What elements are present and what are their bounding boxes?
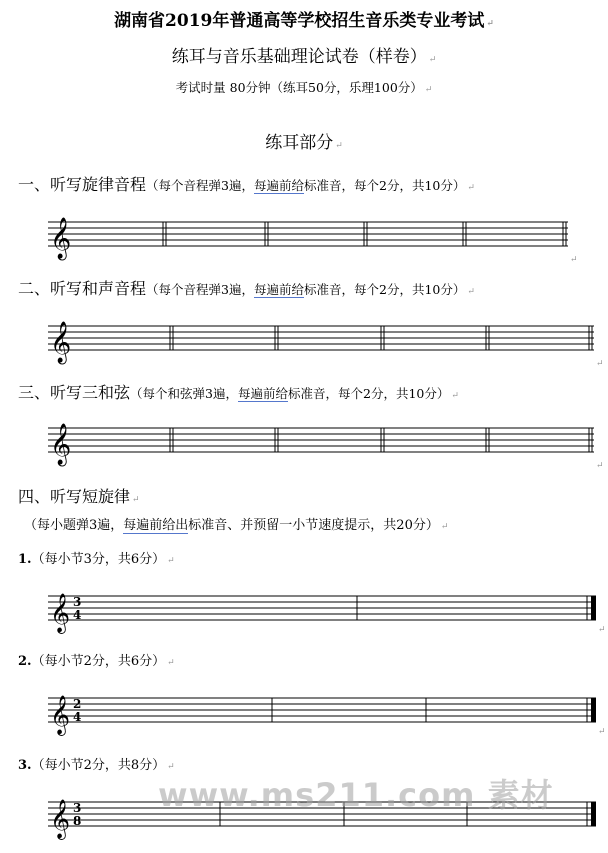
question-2-instructions: （每个音程弹3遍，每遍前给标准音，每个2分，共10分） xyxy=(146,282,466,297)
question-4-label: 四、听写短旋律 xyxy=(18,487,131,506)
treble-clef-icon: 𝄞 xyxy=(50,695,71,735)
staff-question-1 xyxy=(0,210,608,266)
exam-time-info: 考试时量 80分钟（练耳50分，乐理100分） ↵ xyxy=(175,80,433,95)
staff-question-2 xyxy=(0,314,608,370)
question-3: 三、听写三和弦（每个和弦弹3遍，每遍前给标准音，每个2分，共10分） ↵ xyxy=(18,383,459,402)
staff-question-4-1 xyxy=(0,586,608,636)
paper-subtitle: 练耳与音乐基础理论试卷（样卷） ↵ xyxy=(171,47,437,67)
exam-title: 湖南省2019年普通高等学校招生音乐类专业考试 ↵ xyxy=(114,11,494,31)
svg-text:↵: ↵ xyxy=(598,625,606,635)
svg-text:↵: ↵ xyxy=(596,359,604,369)
question-4-item-2: 2.（每小节2分，共6分） ↵ xyxy=(18,654,175,669)
question-4-item-1: 1.（每小节3分，共6分） ↵ xyxy=(18,552,175,567)
svg-text:↵: ↵ xyxy=(570,255,578,265)
time-signature-bottom: 4 xyxy=(73,710,82,724)
treble-clef-icon: 𝄞 xyxy=(50,424,72,465)
question-2-label: 二、听写和声音程 xyxy=(18,279,147,298)
question-1-label: 一、听写旋律音程 xyxy=(18,175,147,194)
watermark: www.ms211.com 素材 xyxy=(158,776,554,814)
question-1-instructions: （每个音程弹3遍，每遍前给标准音，每个2分，共10分） xyxy=(146,178,466,193)
staff-question-3 xyxy=(0,416,608,472)
svg-text:↵: ↵ xyxy=(596,461,604,471)
time-signature-top: 3 xyxy=(73,595,82,609)
time-signature-top: 3 xyxy=(73,801,82,815)
treble-clef-icon: 𝄞 xyxy=(50,322,72,363)
time-signature-bottom: 8 xyxy=(73,814,82,828)
svg-text:↵: ↵ xyxy=(598,727,606,737)
section-heading: 练耳部分 ↵ xyxy=(265,133,343,153)
treble-clef-icon: 𝄞 xyxy=(50,218,72,259)
treble-clef-icon: 𝄞 xyxy=(50,799,71,839)
question-3-label: 三、听写三和弦 xyxy=(18,383,131,402)
treble-clef-icon: 𝄞 xyxy=(50,593,71,633)
question-4: 四、听写短旋律 ↵ xyxy=(18,487,140,506)
question-1: 一、听写旋律音程（每个音程弹3遍，每遍前给标准音，每个2分，共10分） ↵ xyxy=(18,175,475,194)
time-signature-top: 2 xyxy=(73,697,82,711)
question-3-instructions: （每个和弦弹3遍，每遍前给标准音，每个2分，共10分） xyxy=(130,386,450,401)
question-2: 二、听写和声音程（每个音程弹3遍，每遍前给标准音，每个2分，共10分） ↵ xyxy=(18,279,475,298)
question-4-item-3: 3.（每小节2分，共8分） ↵ xyxy=(18,758,175,773)
time-signature-bottom: 4 xyxy=(73,608,82,622)
question-4-instructions: （每小题弹3遍，每遍前给出标准音、并预留一小节速度提示，共20分） ↵ xyxy=(24,518,449,533)
staff-question-4-2 xyxy=(0,688,608,738)
